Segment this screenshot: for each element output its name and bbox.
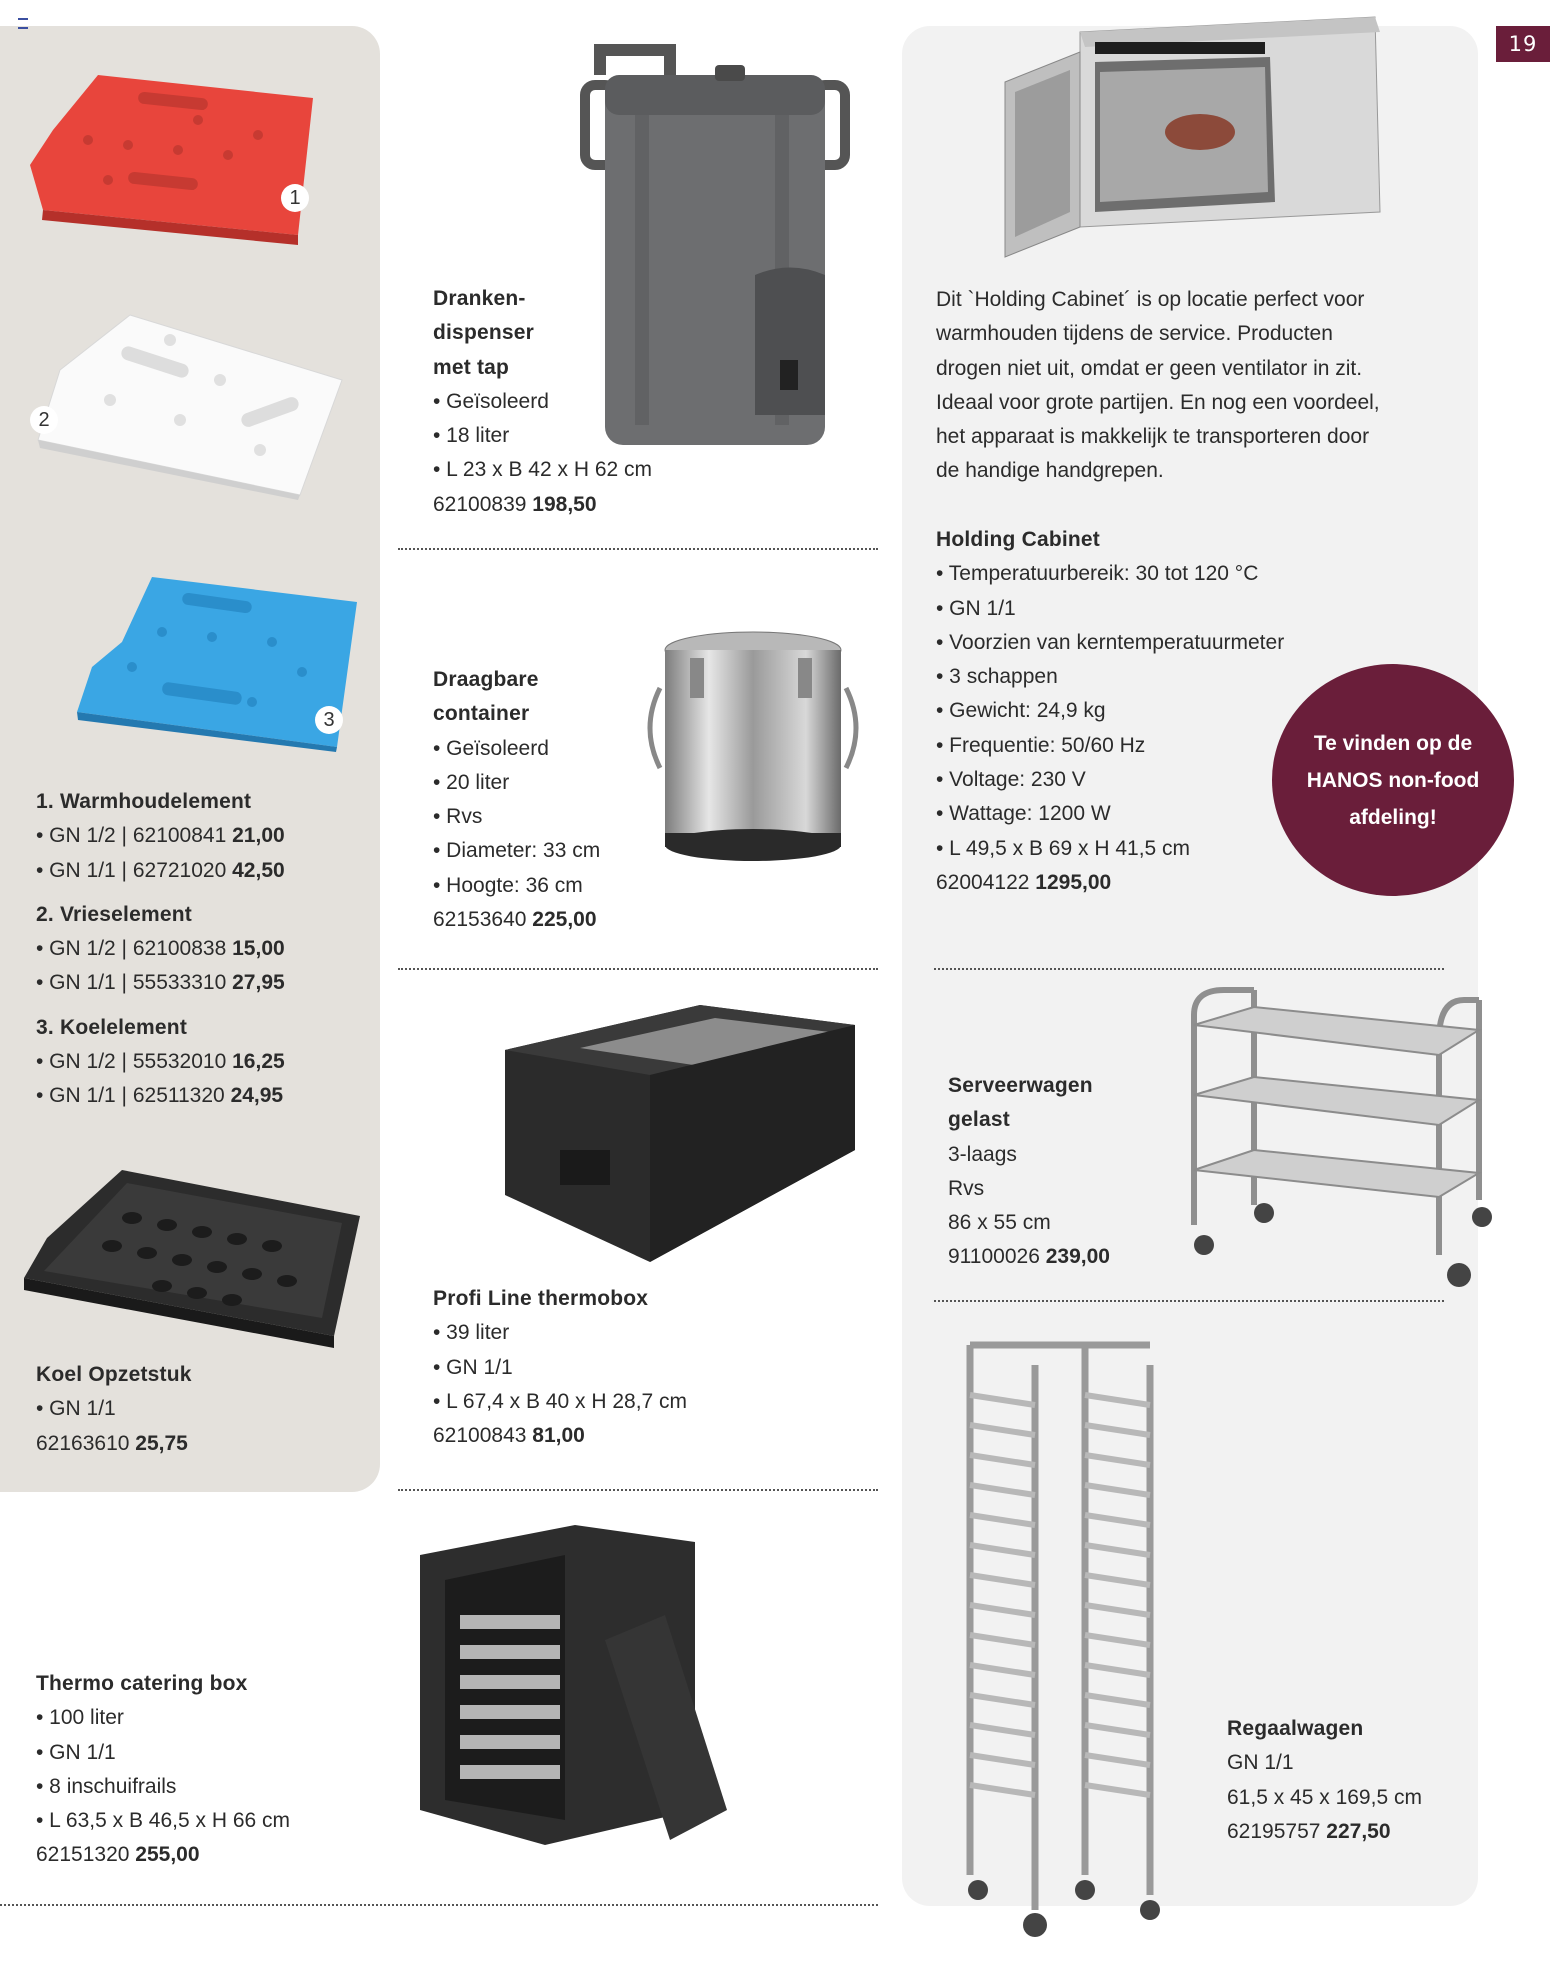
- badge-2: 2: [30, 406, 58, 434]
- cabinet-intro-3: drogen niet uit, omdat er geen ventilator in zit.: [936, 356, 1363, 380]
- trolley-line-2: Rvs: [948, 1176, 985, 1200]
- dispenser-line-1: • Geïsoleerd: [433, 389, 549, 413]
- rack-line-1: GN 1/1: [1227, 1751, 1294, 1775]
- catering-line-2: • GN 1/1: [36, 1740, 116, 1764]
- dispenser-line-2: • 18 liter: [433, 424, 510, 448]
- koel-title: Koel Opzetstuk: [36, 1363, 192, 1386]
- white-pack-icon: [30, 310, 345, 500]
- element-3-line-1: • GN 1/2 | 55532010 16,25: [36, 1050, 285, 1074]
- badge-1: 1: [281, 184, 309, 212]
- thermobox-block: [433, 1282, 687, 1453]
- rack-trolley-icon: [960, 1335, 1170, 1945]
- divider-4: [0, 1904, 878, 1906]
- element-2-title: 2. Vrieselement: [36, 902, 192, 926]
- cabinet-line-8: • Wattage: 1200 W: [936, 802, 1111, 826]
- koel-opzetstuk: [36, 1358, 192, 1461]
- dispenser-price: 62100839 198,50: [433, 492, 597, 516]
- element-2: [36, 898, 285, 1001]
- catering-line-4: • L 63,5 x B 46,5 x H 66 cm: [36, 1809, 291, 1833]
- divider-6: [934, 1300, 1444, 1302]
- dispenser-title-2: dispenser: [433, 321, 535, 345]
- element-1-line-1: • GN 1/2 | 62100841 21,00: [36, 824, 285, 848]
- cabinet-block: [936, 523, 1284, 900]
- hanos-callout: [1272, 664, 1514, 896]
- container-line-3: • Rvs: [433, 805, 483, 829]
- container-line-2: • 20 liter: [433, 770, 510, 794]
- thermobox-line-2: • GN 1/1: [433, 1355, 513, 1379]
- dispenser-block: [433, 282, 652, 522]
- catering-box-icon: [415, 1520, 730, 1850]
- cabinet-line-3: • Voorzien van kerntemperatuurmeter: [936, 630, 1285, 654]
- element-list: [36, 785, 285, 1114]
- holding-cabinet-icon: [1000, 12, 1385, 262]
- cabinet-intro: [936, 283, 1456, 489]
- element-1-line-2: • GN 1/1 | 62721020 42,50: [36, 858, 285, 882]
- divider-5: [934, 968, 1444, 970]
- element-1: [36, 785, 285, 888]
- cooling-tray-icon: [22, 1168, 362, 1348]
- trolley-price: 91100026 239,00: [948, 1245, 1110, 1269]
- thermobox-price: 62100843 81,00: [433, 1424, 585, 1448]
- thermobox-icon: [500, 1000, 860, 1270]
- rack-block: [1227, 1712, 1422, 1849]
- trolley-block: [948, 1069, 1110, 1275]
- container-line-5: • Hoogte: 36 cm: [433, 873, 583, 897]
- trolley-line-1: 3-laags: [948, 1142, 1017, 1166]
- catering-price: 62151320 255,00: [36, 1843, 200, 1867]
- element-2-line-2: • GN 1/1 | 55533310 27,95: [36, 971, 285, 995]
- container-block: [433, 663, 600, 937]
- koel-line-1: • GN 1/1: [36, 1397, 116, 1421]
- page-number: 19: [1496, 26, 1550, 62]
- element-3-line-2: • GN 1/1 | 62511320 24,95: [36, 1084, 284, 1108]
- callout-line-1: Te vinden op de: [1313, 731, 1473, 755]
- steel-container-icon: [648, 628, 868, 873]
- divider-3: [398, 1489, 878, 1491]
- divider-1: [398, 548, 878, 550]
- divider-2: [398, 968, 878, 970]
- cabinet-line-2: • GN 1/1: [936, 596, 1016, 620]
- cabinet-line-5: • Gewicht: 24,9 kg: [936, 699, 1106, 723]
- serving-trolley-icon: [1184, 985, 1494, 1295]
- element-1-title: 1. Warmhoudelement: [36, 790, 252, 813]
- container-title-2: container: [433, 702, 530, 726]
- container-line-1: • Geïsoleerd: [433, 736, 549, 760]
- red-pack-icon: [28, 70, 318, 245]
- dispenser-title-3: met tap: [433, 355, 510, 379]
- badge-3: 3: [315, 706, 343, 734]
- container-title-1: Draagbare: [433, 668, 539, 691]
- thermobox-title: Profi Line thermobox: [433, 1287, 649, 1310]
- container-line-4: • Diameter: 33 cm: [433, 839, 601, 863]
- callout-line-2: HANOS non-food: [1306, 768, 1480, 792]
- koel-price: 62163610 25,75: [36, 1431, 188, 1455]
- container-price: 62153640 225,00: [433, 908, 597, 932]
- cabinet-intro-1: Dit `Holding Cabinet´ is op locatie perfect voor: [936, 288, 1365, 311]
- cabinet-line-7: • Voltage: 230 V: [936, 768, 1086, 792]
- cabinet-line-4: • 3 schappen: [936, 665, 1058, 689]
- catering-line-1: • 100 liter: [36, 1706, 124, 1730]
- dispenser-title-1: Dranken-: [433, 287, 526, 310]
- thermobox-line-1: • 39 liter: [433, 1321, 510, 1345]
- cabinet-line-1: • Temperatuurbereik: 30 tot 120 °C: [936, 562, 1259, 586]
- element-3-title: 3. Koelelement: [36, 1015, 188, 1039]
- trolley-title-1: Serveerwagen: [948, 1074, 1093, 1097]
- rack-title: Regaalwagen: [1227, 1717, 1364, 1740]
- trolley-title-2: gelast: [948, 1108, 1010, 1132]
- trolley-line-3: 86 x 55 cm: [948, 1211, 1051, 1235]
- cabinet-line-9: • L 49,5 x B 69 x H 41,5 cm: [936, 836, 1191, 860]
- cabinet-intro-6: de handige handgrepen.: [936, 459, 1164, 483]
- catering-title: Thermo catering box: [36, 1672, 248, 1695]
- menu-mark-icon: [18, 18, 28, 29]
- catering-block: [36, 1667, 290, 1873]
- cabinet-title: Holding Cabinet: [936, 528, 1100, 551]
- thermobox-line-3: • L 67,4 x B 40 x H 28,7 cm: [433, 1389, 688, 1413]
- cabinet-price: 62004122 1295,00: [936, 870, 1112, 894]
- cabinet-intro-5: het apparaat is makkelijk te transporteren door: [936, 425, 1370, 449]
- catering-line-3: • 8 inschuifrails: [36, 1774, 177, 1798]
- element-3: [36, 1011, 285, 1114]
- cabinet-intro-2: warmhouden tijdens de service. Producten: [936, 322, 1333, 346]
- cabinet-line-6: • Frequentie: 50/60 Hz: [936, 733, 1146, 757]
- element-2-line-1: • GN 1/2 | 62100838 15,00: [36, 937, 285, 961]
- cabinet-intro-4: Ideaal voor grote partijen. En nog een voordeel,: [936, 390, 1380, 414]
- rack-line-2: 61,5 x 45 x 169,5 cm: [1227, 1785, 1422, 1809]
- dispenser-line-3: • L 23 x B 42 x H 62 cm: [433, 458, 653, 482]
- callout-line-3: afdeling!: [1349, 805, 1437, 829]
- rack-price: 62195757 227,50: [1227, 1819, 1391, 1843]
